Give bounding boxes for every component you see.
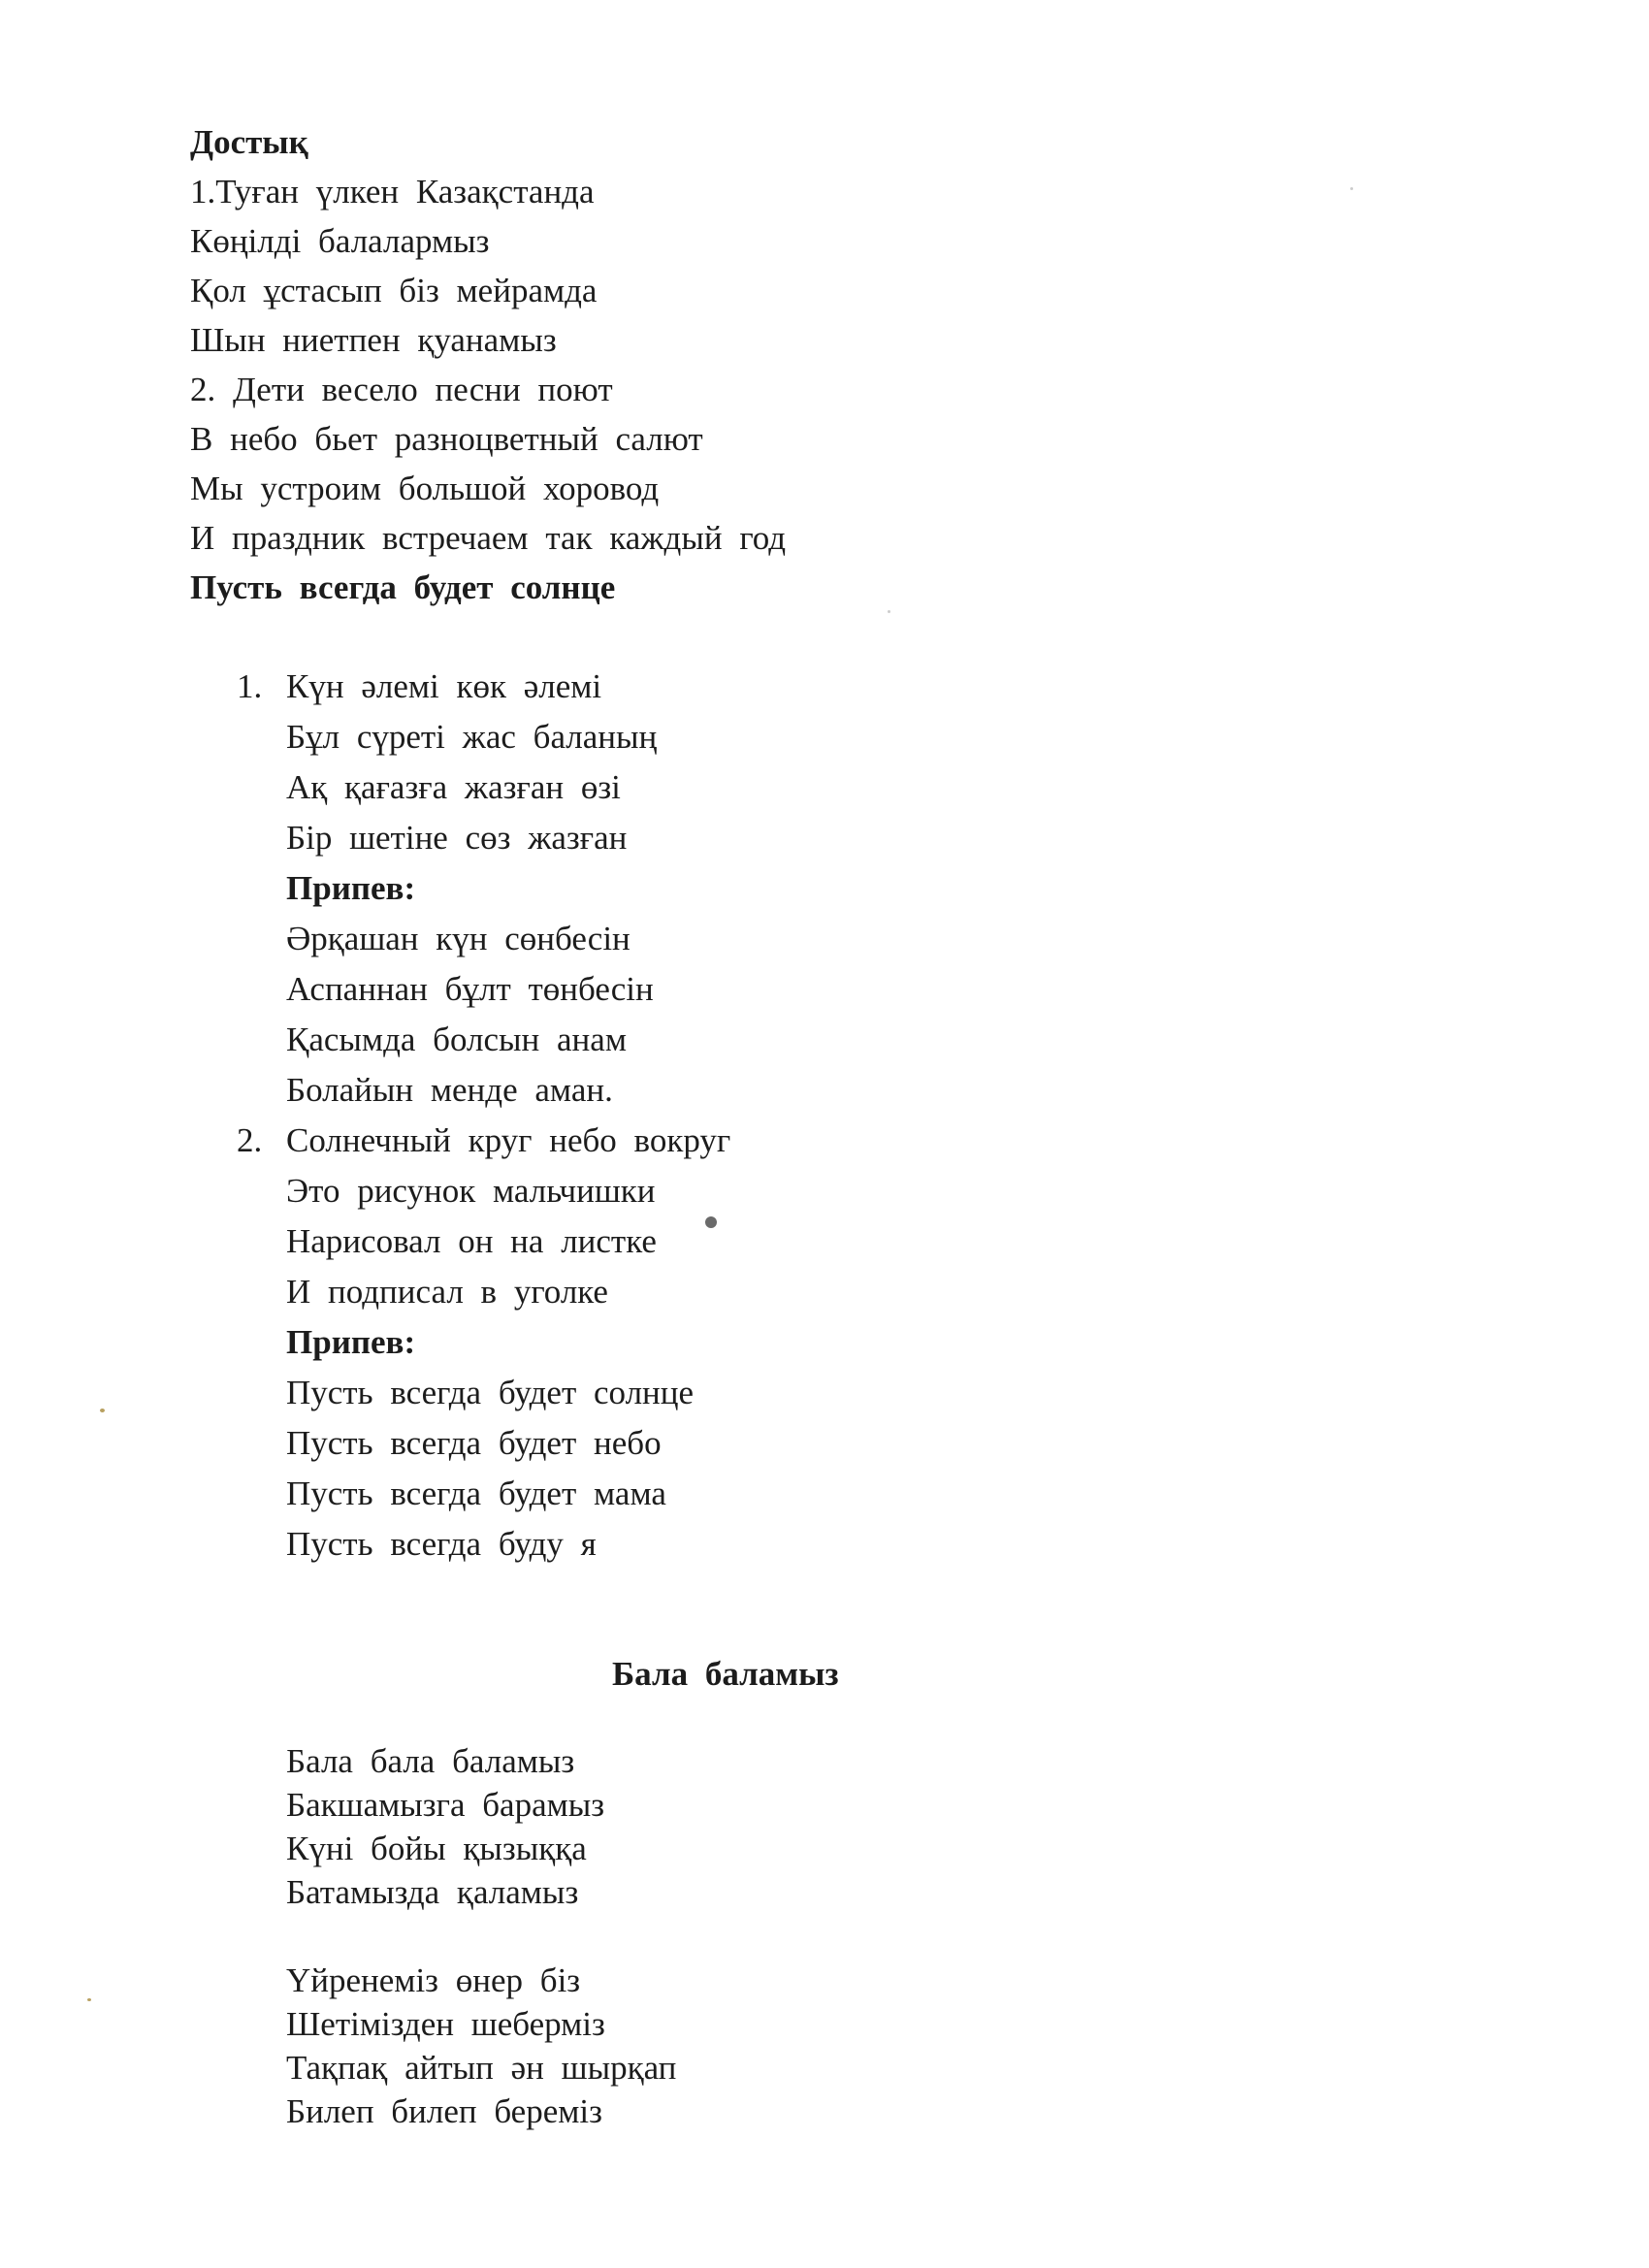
song1-line: Мы устроим большой хоровод — [190, 470, 660, 507]
ink-speck — [87, 1998, 91, 2001]
song3-line: Үйренеміз өнер біз — [286, 1961, 581, 1999]
verse-number: 1. — [237, 667, 263, 705]
chorus-label: Припев: — [286, 869, 416, 907]
song2-line: Әрқашан күн сөнбесін — [286, 920, 630, 957]
song1-title: Достық — [190, 123, 308, 161]
chorus-label: Припев: — [286, 1323, 416, 1361]
ink-speck — [705, 1216, 717, 1228]
verse-number: 2. — [237, 1121, 263, 1159]
song2-line: Нарисовал он на листке — [286, 1222, 657, 1260]
song3-line: Батамызда қаламыз — [286, 1873, 579, 1911]
song2-line: Күн әлемі көк әлемі — [286, 667, 602, 705]
song1-line: 2. Дети весело песни поют — [190, 371, 613, 408]
song2-line: Пусть всегда буду я — [286, 1525, 597, 1563]
song1-line: 1.Туған үлкен Казақстанда — [190, 173, 595, 211]
song2-line: Пусть всегда будет солнце — [286, 1374, 695, 1411]
song3-line: Күні бойы қызыққа — [286, 1830, 587, 1867]
ink-speck — [888, 610, 890, 613]
song1-line: И праздник встречаем так каждый год — [190, 519, 787, 557]
song2-line: Бұл сүреті жас баланың — [286, 718, 658, 756]
song2-line: Аспаннан бұлт төнбесін — [286, 970, 654, 1008]
song2-line: Ақ қағазға жазған өзі — [286, 768, 621, 806]
song2-line: Қасымда болсын анам — [286, 1021, 627, 1058]
song2-line: Пусть всегда будет небо — [286, 1424, 662, 1462]
song3-line: Тақпақ айтып ән шырқап — [286, 2049, 677, 2087]
song3-line: Бакшамызга барамыз — [286, 1786, 605, 1824]
song3-line: Шетімізден шеберміз — [286, 2005, 605, 2043]
song3-line: Билеп билеп береміз — [286, 2092, 602, 2130]
song2-line: Пусть всегда будет мама — [286, 1474, 666, 1512]
song2-line: И подписал в уголке — [286, 1273, 608, 1311]
song1-line: Қол ұстасып біз мейрамда — [190, 272, 598, 309]
ink-speck — [1350, 187, 1353, 190]
song2-title: Пусть всегда будет солнце — [190, 568, 616, 606]
song1-line: В небо бьет разноцветный салют — [190, 420, 703, 458]
song1-line: Шын ниетпен қуанамыз — [190, 321, 557, 359]
song2-line: Солнечный круг небо вокруг — [286, 1121, 731, 1159]
song3-line: Бала бала баламыз — [286, 1742, 575, 1780]
ink-speck — [100, 1409, 105, 1412]
song2-line: Бір шетіне сөз жазған — [286, 819, 628, 857]
song3-title: Бала баламыз — [612, 1655, 839, 1693]
song1-line: Көңілді балалармыз — [190, 222, 490, 260]
song2-line: Болайын менде аман. — [286, 1071, 613, 1109]
song2-line: Это рисунок мальчишки — [286, 1172, 656, 1210]
